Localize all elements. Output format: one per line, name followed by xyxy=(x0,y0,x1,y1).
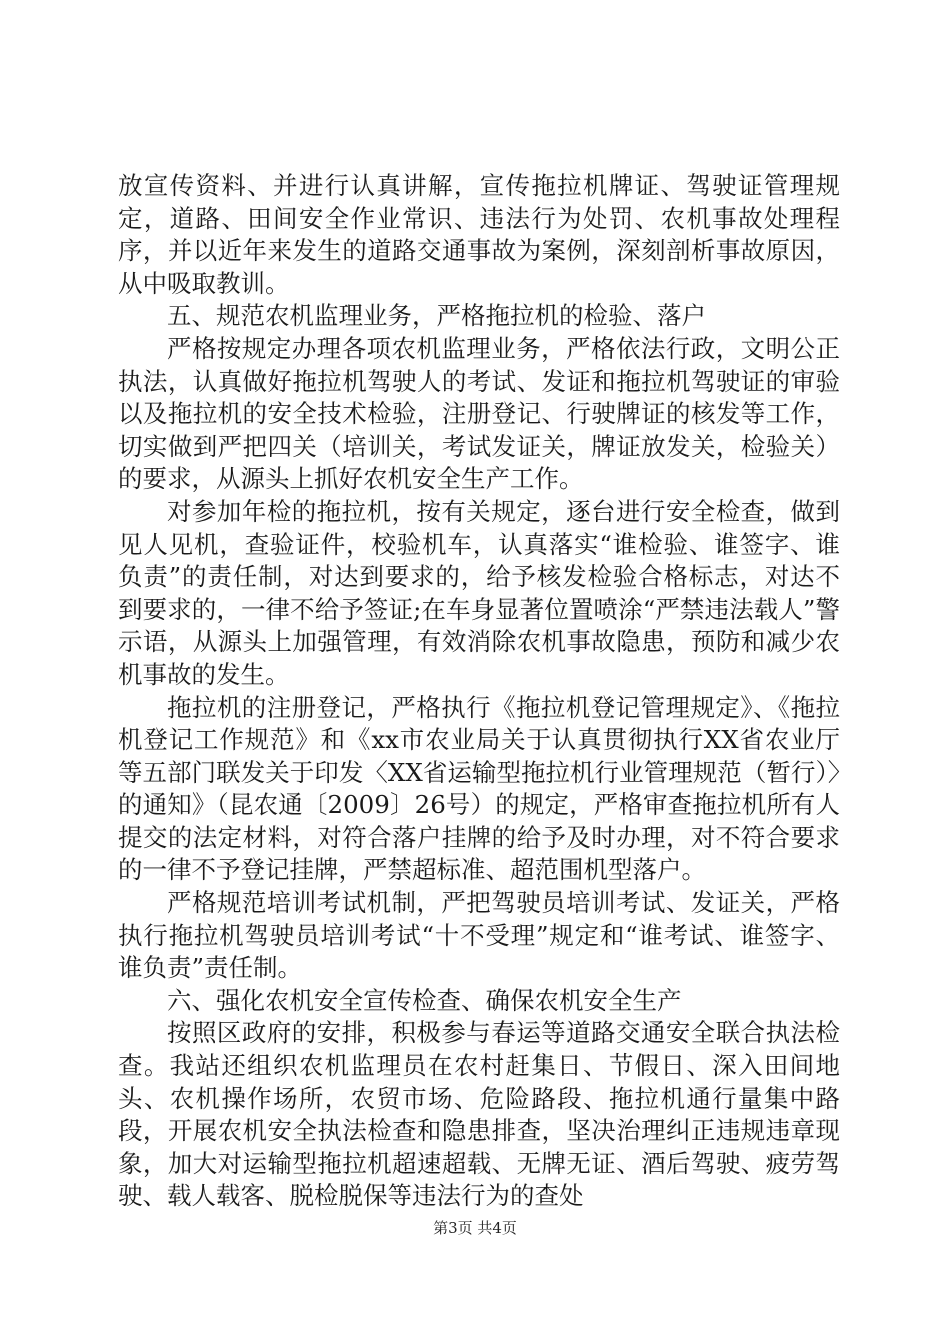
paragraph: 对参加年检的拖拉机，按有关规定，逐台进行安全检查，做到见人见机，查验证件，校验机车，认真落实“谁检验、谁签字、谁负责”的责任制，对达到要求的，给予核发检验合格标志，对达不到要求的，一律不给予签证;在车身显著位置喷涂“严禁违法载人”警示语，从源头上加强管理，有效消除农机事故隐患，预防和减少农机事故的发生。 xyxy=(118,496,840,689)
document-body xyxy=(118,170,840,1213)
section-heading-5: 五、规范农机监理业务，严格拖拉机的检验、落户 xyxy=(167,301,706,331)
page-number-footer: 第3页 共4页 xyxy=(433,1219,517,1237)
paragraph: 严格按规定办理各项农机监理业务，严格依法行政，文明公正执法，认真做好拖拉机驾驶人的考试、发证和拖拉机驾驶证的审验以及拖拉机的安全技术检验，注册登记、行驶牌证的核发等工作，切实做到严把四关（培训关，考试发证关，牌证放发关，检验关）的要求，从源头上抓好农机安全生产工作。 xyxy=(118,333,840,494)
paragraph-continuation: 放宣传资料、并进行认真讲解，宣传拖拉机牌证、驾驶证管理规定，道路、田间安全作业常识、违法行为处罚、农机事故处理程序，并以近年来发生的道路交通事故为案例，深刻剖析事故原因，从中吸取教训。 xyxy=(118,171,840,298)
paragraph: 按照区政府的安排，积极参与春运等道路交通安全联合执法检查。我站还组织农机监理员在农村赶集日、节假日、深入田间地头、农机操作场所，农贸市场、危险路段、拖拉机通行量集中路段，开展农机安全执法检查和隐患排查，坚决治理纠正违规违章现象，加大对运输型拖拉机超速超载、无牌无证、酒后驾驶、疲劳驾驶、载人载客、脱检脱保等违法行为的查处 xyxy=(118,1018,840,1211)
paragraph: 拖拉机的注册登记，严格执行《拖拉机登记管理规定》、《拖拉机登记工作规范》和《xx市农业局关于认真贯彻执行XX省农业厅等五部门联发关于印发〈XX省运输型拖拉机行业管理规范（暂行）〉的通知》（昆农通〔2009〕26号）的规定，严格审查拖拉机所有人提交的法定材料，对符合落户挂牌的给予及时办理，对不符合要求的一律不予登记挂牌，严禁超标准、超范围机型落户。 xyxy=(118,692,840,885)
section-heading-6: 六、强化农机安全宣传检查、确保农机安全生产 xyxy=(167,985,682,1015)
paragraph: 严格规范培训考试机制，严把驾驶员培训考试、发证关，严格执行拖拉机驾驶员培训考试“十不受理”规定和“谁考试、谁签字、谁负责”责任制。 xyxy=(118,888,840,983)
